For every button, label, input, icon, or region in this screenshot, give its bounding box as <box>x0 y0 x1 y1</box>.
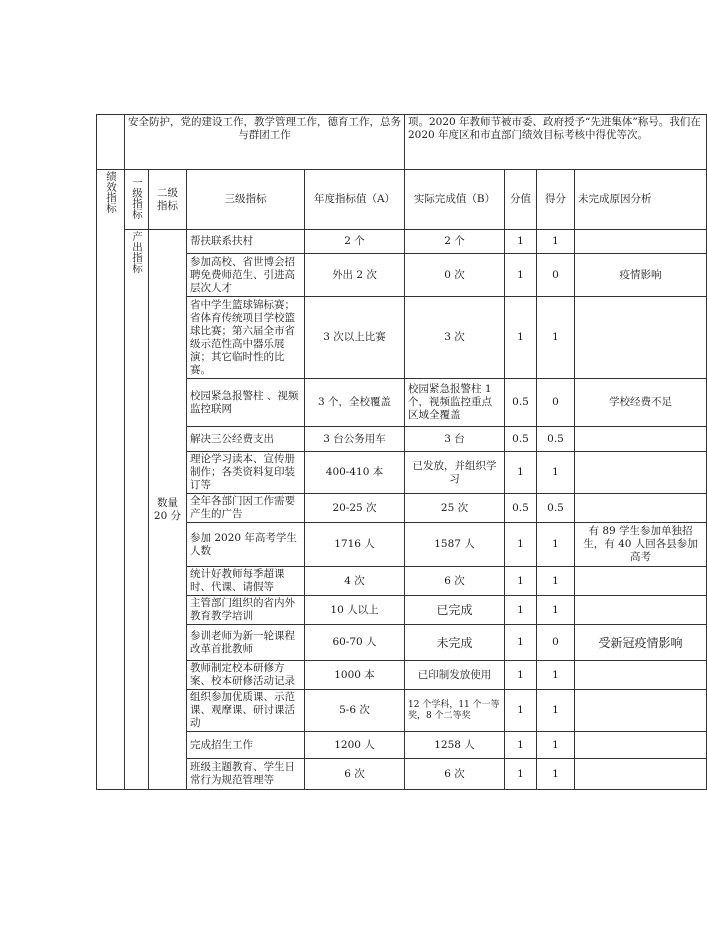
points-cell: 1 <box>505 661 537 690</box>
reason-cell: 有 89 学生参加单独招生，有 40 人回各县参加高考 <box>575 523 707 567</box>
points-cell: 0.5 <box>505 379 537 427</box>
table-row <box>97 690 707 732</box>
indicator-cell: 解决三公经费支出 <box>187 427 305 452</box>
points-cell: 1 <box>505 690 537 732</box>
indicator-cell: 主管部门组织的省内外教育教学培训 <box>187 596 305 625</box>
indicator-cell: 参加 2020 年高考学生人数 <box>187 523 305 567</box>
reason-header: 未完成原因分析 <box>575 170 707 230</box>
target-cell: 3 台公务用车 <box>305 427 405 452</box>
actual-value-header: 实际完成值（B） <box>405 170 505 230</box>
score-cell: 0.5 <box>537 427 575 452</box>
actual-cell: 12 个学科，11 个一等奖，8 个二等奖 <box>405 690 505 732</box>
actual-cell: 25 次 <box>405 494 505 523</box>
points-cell: 1 <box>505 230 537 254</box>
target-cell: 5-6 次 <box>305 690 405 732</box>
target-cell: 2 个 <box>305 230 405 254</box>
score-cell: 1 <box>537 732 575 759</box>
actual-cell: 6 次 <box>405 759 505 790</box>
level2-header: 二级指标 <box>149 170 187 230</box>
score-cell: 1 <box>537 759 575 790</box>
reason-cell <box>575 732 707 759</box>
table-row <box>97 567 707 596</box>
reason-cell <box>575 427 707 452</box>
target-cell: 4 次 <box>305 567 405 596</box>
score-cell: 1 <box>537 452 575 494</box>
table-row <box>97 427 707 452</box>
level1-cell <box>125 230 149 790</box>
target-cell: 20-25 次 <box>305 494 405 523</box>
table-row <box>97 230 707 254</box>
actual-cell: 2 个 <box>405 230 505 254</box>
score-cell: 1 <box>537 690 575 732</box>
score-cell: 0.5 <box>537 494 575 523</box>
points-cell: 1 <box>505 452 537 494</box>
actual-cell: 已印制发放使用 <box>405 661 505 690</box>
actual-cell: 已完成 <box>405 596 505 625</box>
table-row <box>97 297 707 379</box>
indicator-cell: 参训老师为新一轮课程改革首批教师 <box>187 625 305 661</box>
reason-cell: 疫情影响 <box>575 254 707 297</box>
actual-cell: 未完成 <box>405 625 505 661</box>
table-row <box>97 494 707 523</box>
points-cell: 1 <box>505 625 537 661</box>
table-row <box>97 254 707 297</box>
target-cell: 60-70 人 <box>305 625 405 661</box>
target-cell: 400-410 本 <box>305 452 405 494</box>
table-row <box>97 596 707 625</box>
actual-cell: 6 次 <box>405 567 505 596</box>
performance-table-sheet <box>96 114 701 796</box>
points-cell: 1 <box>505 732 537 759</box>
annual-target-header: 年度指标值（A） <box>305 170 405 230</box>
target-cell: 1000 本 <box>305 661 405 690</box>
level3-header: 三级指标 <box>187 170 305 230</box>
reason-cell <box>575 297 707 379</box>
actual-cell: 3 台 <box>405 427 505 452</box>
indicator-cell: 省中学生篮球锦标赛；省体育传统项目学校篮球比赛；第六届全市省级示范性高中器乐展演；其它临时性的比赛。 <box>187 297 305 379</box>
indicator-cell: 完成招生工作 <box>187 732 305 759</box>
column-header-row <box>97 170 707 230</box>
actual-cell: 1258 人 <box>405 732 505 759</box>
reason-cell <box>575 230 707 254</box>
points-cell: 1 <box>505 254 537 297</box>
reason-cell <box>575 690 707 732</box>
table-row <box>97 759 707 790</box>
score-cell: 0 <box>537 254 575 297</box>
target-cell: 1716 人 <box>305 523 405 567</box>
actual-cell: 1587 人 <box>405 523 505 567</box>
reason-cell <box>575 494 707 523</box>
target-cell: 6 次 <box>305 759 405 790</box>
score-cell: 1 <box>537 567 575 596</box>
perf-indicator-cell <box>97 170 125 790</box>
actual-cell: 已发放，并组织学习 <box>405 452 505 494</box>
points-cell: 0.5 <box>505 494 537 523</box>
table-row <box>97 523 707 567</box>
level1-label: 产出指标 <box>131 231 143 273</box>
table-row <box>97 625 707 661</box>
points-cell: 1 <box>505 759 537 790</box>
actual-cell: 3 次 <box>405 297 505 379</box>
score-cell: 0 <box>537 379 575 427</box>
target-cell: 1200 人 <box>305 732 405 759</box>
table-row <box>97 452 707 494</box>
reason-cell: 受新冠疫情影响 <box>575 625 707 661</box>
indicator-cell: 帮扶联系扶村 <box>187 230 305 254</box>
points-cell: 1 <box>505 523 537 567</box>
blank-cell <box>97 115 125 170</box>
indicator-cell: 全年各部门因工作需要产生的广告 <box>187 494 305 523</box>
performance-table <box>96 114 707 790</box>
perf-indicator-label: 绩效指标 <box>105 171 117 213</box>
reason-cell <box>575 661 707 690</box>
table-row <box>97 732 707 759</box>
reason-cell <box>575 567 707 596</box>
table-row <box>97 661 707 690</box>
level2-cell <box>149 230 187 790</box>
score-cell: 1 <box>537 297 575 379</box>
actual-cell: 0 次 <box>405 254 505 297</box>
points-cell: 0.5 <box>505 427 537 452</box>
score-cell: 1 <box>537 661 575 690</box>
points-cell: 1 <box>505 297 537 379</box>
points-cell: 1 <box>505 596 537 625</box>
indicator-cell: 理论学习读本、宣传册制作；各类资料复印装订等 <box>187 452 305 494</box>
level1-header: 一级指标 <box>125 170 149 230</box>
score-cell: 1 <box>537 230 575 254</box>
reason-cell <box>575 759 707 790</box>
table-row <box>97 379 707 427</box>
score-cell: 0 <box>537 625 575 661</box>
indicator-cell: 班级主题教育、学生日常行为规范管理等 <box>187 759 305 790</box>
target-cell: 3 个，全校覆盖 <box>305 379 405 427</box>
score-cell: 1 <box>537 596 575 625</box>
score-cell: 1 <box>537 523 575 567</box>
target-cell: 3 次以上比赛 <box>305 297 405 379</box>
indicator-cell: 参加高校、省世博会招聘免费师范生、引进高层次人才 <box>187 254 305 297</box>
reason-cell: 学校经费不足 <box>575 379 707 427</box>
summary-right-cell: 项。2020 年教师节被市委、政府授予“先进集体”称号。我们在 2020 年度区和市直部门绩效目标考核中得优等次。 <box>405 115 707 170</box>
indicator-cell: 校园紧急报警柱 、视频监控联网 <box>187 379 305 427</box>
points-cell: 1 <box>505 567 537 596</box>
target-cell: 10 人以上 <box>305 596 405 625</box>
target-cell: 外出 2 次 <box>305 254 405 297</box>
indicator-cell: 组织参加优质课、示范课、观摩课、研讨课活动 <box>187 690 305 732</box>
header-summary-row <box>97 115 707 170</box>
level2-label: 数量 20 分 <box>153 496 182 522</box>
indicator-cell: 统计好教师每季超课时、代课、请假等 <box>187 567 305 596</box>
indicator-cell: 教师制定校本研修方案、校本研修活动记录 <box>187 661 305 690</box>
summary-left-cell: 安全防护，党的建设工作，教学管理工作，德育工作，总务与群团工作 <box>125 115 405 170</box>
actual-cell: 校园紧急报警柱 1 个，视频监控重点区域全覆盖 <box>405 379 505 427</box>
score-header: 得分 <box>537 170 575 230</box>
reason-cell <box>575 452 707 494</box>
score-value-header: 分值 <box>505 170 537 230</box>
reason-cell <box>575 596 707 625</box>
